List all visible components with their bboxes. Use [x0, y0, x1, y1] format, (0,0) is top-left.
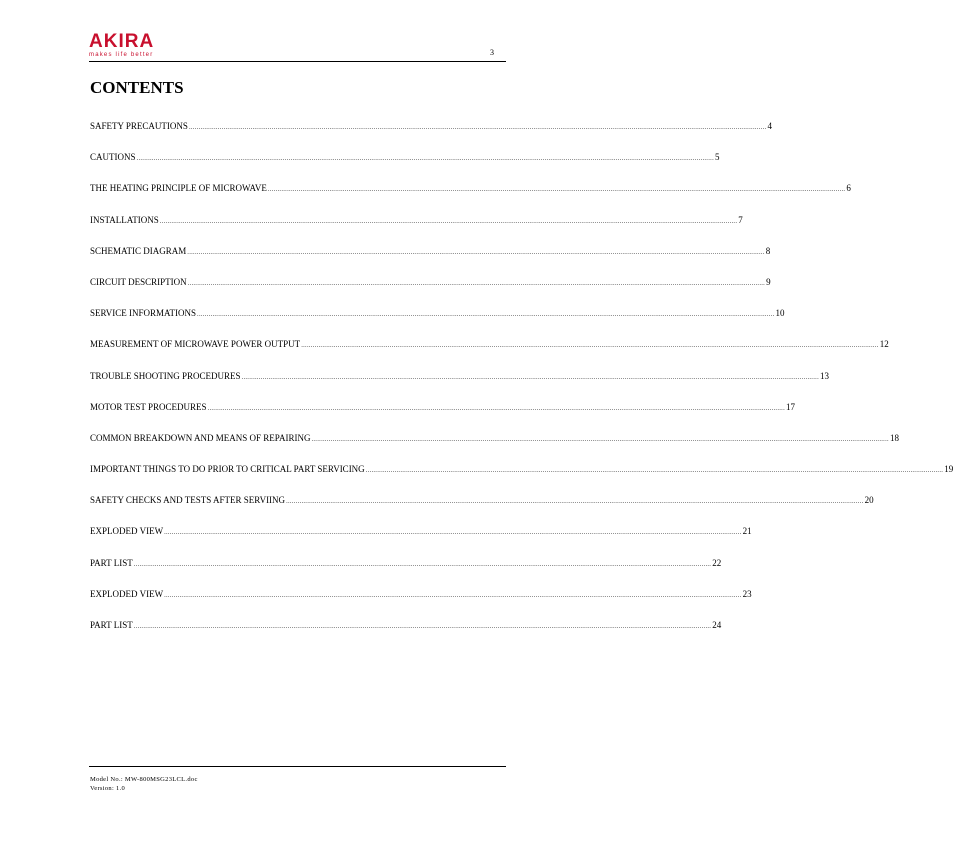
footer-rule — [89, 766, 506, 767]
toc-entry[interactable] — [90, 526, 752, 557]
toc-dot-leader: ............................................................................................................................................................................................................................................................................................................ — [159, 217, 738, 225]
toc-entry-title: SCHEMATIC DIAGRAM — [90, 245, 187, 256]
toc-entry-title: SAFETY CHECKS AND TESTS AFTER SERVIING — [90, 495, 286, 506]
toc-entry-title: TROUBLE SHOOTING PROCEDURES — [90, 370, 241, 381]
toc-dot-leader: ............................................................................................................................................................................................................................................................................................................ — [365, 467, 944, 475]
toc-entry-page: 8 — [765, 245, 771, 256]
toc-entry-page: 17 — [786, 401, 796, 412]
toc-dot-leader: ............................................................................................................................................................................................................................................................................................................ — [136, 155, 715, 163]
toc-entry-title: INSTALLATIONS — [90, 214, 159, 225]
toc-entry-page: 24 — [712, 620, 722, 630]
toc-dot-leader: ............................................................................................................................................................................................................................................................................................................ — [164, 529, 742, 537]
toc-entry-title: PART LIST — [90, 620, 133, 630]
toc-entry-title: PART LIST — [90, 557, 133, 568]
toc-entry[interactable] — [90, 183, 851, 214]
toc-entry-page: 4 — [767, 121, 772, 131]
toc-entry-page: 23 — [742, 588, 752, 599]
toc-entry-title: MEASUREMENT OF MICROWAVE POWER OUTPUT — [90, 339, 301, 350]
toc-dot-leader: ............................................................................................................................................................................................................................................................................................................ — [133, 560, 712, 568]
header-rule — [89, 61, 506, 62]
toc-entry-title: EXPLODED VIEW — [90, 526, 164, 537]
toc-entry-page: 7 — [738, 214, 743, 225]
toc-entry-title: MOTOR TEST PROCEDURES — [90, 401, 207, 412]
footer-model: Model No.: MW-800MSG23LCL.doc — [90, 776, 198, 783]
logo-tagline: makes life better — [89, 52, 154, 58]
akira-logo — [89, 32, 154, 59]
page-number: 3 — [490, 48, 494, 57]
toc-dot-leader: ............................................................................................................................................................................................................................................................................................................ — [311, 435, 889, 443]
toc-entry-page: 12 — [879, 339, 889, 350]
toc-entry[interactable] — [90, 121, 772, 152]
toc-dot-leader: ............................................................................................................................................................................................................................................................................................................ — [188, 124, 767, 131]
toc-dot-leader: ............................................................................................................................................................................................................................................................................................................ — [286, 498, 864, 506]
toc-entry[interactable] — [90, 370, 830, 402]
toc-dot-leader: ............................................................................................................................................................................................................................................................................................................ — [164, 591, 742, 599]
toc-dot-leader: ............................................................................................................................................................................................................................................................................................................ — [267, 186, 846, 194]
toc-entry-page: 19 — [944, 464, 953, 475]
toc-entry[interactable] — [90, 401, 796, 433]
toc-dot-leader: ............................................................................................................................................................................................................................................................................................................ — [241, 373, 820, 381]
toc-entry[interactable] — [90, 557, 722, 589]
table-of-contents — [90, 121, 953, 651]
toc-entry-title: IMPORTANT THINGS TO DO PRIOR TO CRITICAL PART SERVICING — [90, 464, 365, 475]
toc-dot-leader: ............................................................................................................................................................................................................................................................................................................ — [187, 279, 766, 287]
toc-dot-leader: ............................................................................................................................................................................................................................................................................................................ — [207, 404, 786, 412]
footer-version: Version: 1.0 — [90, 785, 126, 792]
footer — [90, 775, 198, 793]
toc-entry[interactable] — [90, 276, 771, 308]
toc-entry[interactable] — [90, 432, 899, 464]
toc-entry-page: 13 — [820, 370, 830, 381]
toc-entry-page: 22 — [712, 557, 722, 568]
toc-entry[interactable] — [90, 588, 752, 620]
toc-entry-page: 18 — [889, 432, 899, 443]
toc-entry[interactable] — [90, 245, 771, 277]
toc-entry[interactable] — [90, 308, 785, 339]
toc-entry[interactable] — [90, 495, 874, 526]
toc-entry-title: COMMON BREAKDOWN AND MEANS OF REPAIRING — [90, 432, 311, 443]
toc-entry[interactable] — [90, 214, 743, 246]
toc-entry-title: CAUTIONS — [90, 152, 136, 163]
logo-wordmark: AKIRA — [89, 31, 155, 52]
toc-entry-title: SERVICE INFORMATIONS — [90, 308, 197, 319]
toc-dot-leader: ............................................................................................................................................................................................................................................................................................................ — [133, 623, 712, 630]
toc-entry-page: 10 — [775, 308, 785, 319]
toc-entry-title: CIRCUIT DESCRIPTION — [90, 276, 187, 287]
toc-entry[interactable] — [90, 464, 953, 495]
toc-entry-page: 5 — [715, 152, 720, 163]
toc-dot-leader: ............................................................................................................................................................................................................................................................................................................ — [197, 311, 775, 319]
toc-entry[interactable] — [90, 620, 722, 651]
toc-dot-leader: ............................................................................................................................................................................................................................................................................................................ — [301, 342, 879, 350]
toc-entry-page: 9 — [766, 276, 771, 287]
toc-entry-page: 20 — [864, 495, 874, 506]
toc-entry-title: SAFETY PRECAUTIONS — [90, 121, 188, 131]
toc-entry-page: 21 — [742, 526, 752, 537]
toc-entry[interactable] — [90, 339, 889, 370]
toc-entry-title: EXPLODED VIEW — [90, 588, 164, 599]
toc-dot-leader: ............................................................................................................................................................................................................................................................................................................ — [187, 248, 765, 256]
toc-entry[interactable] — [90, 152, 720, 183]
toc-entry-page: 6 — [846, 183, 851, 194]
page-title: CONTENTS — [90, 78, 184, 97]
toc-entry-title: THE HEATING PRINCIPLE OF MICROWAVE — [90, 183, 267, 194]
